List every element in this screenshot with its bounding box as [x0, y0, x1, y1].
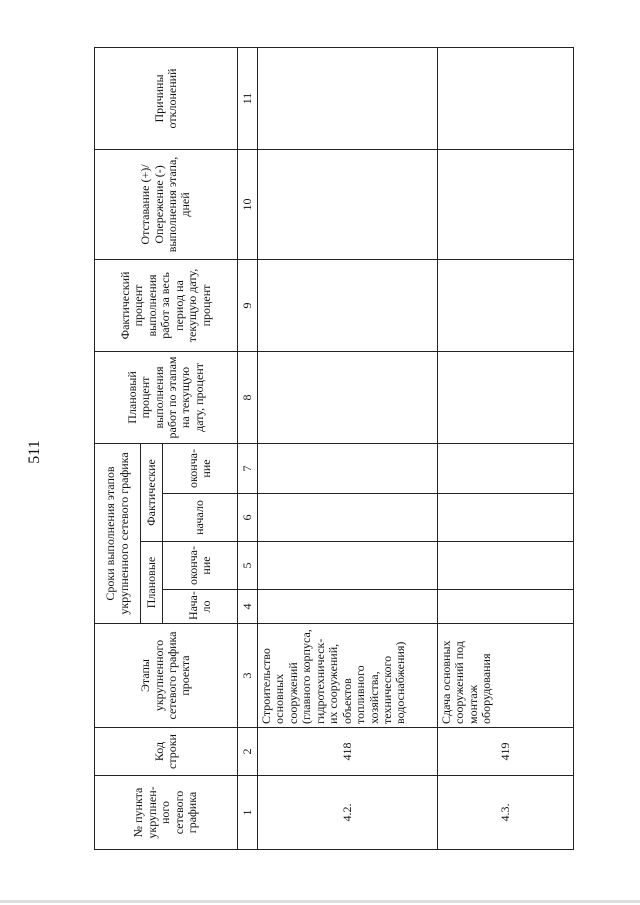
- header-planned-start: Нача-ло: [163, 590, 238, 624]
- row-code-cell: 419: [438, 728, 574, 776]
- item-number-cell: 4.2.: [258, 776, 438, 850]
- data-cell: [258, 494, 438, 542]
- table-row: [258, 47, 438, 849]
- header-planned-group: Плановые: [141, 542, 163, 624]
- header-stage: Этапы укрупненного сетевого графика проекта: [95, 624, 238, 728]
- data-cell: [258, 542, 438, 590]
- data-cell: [258, 47, 438, 149]
- column-number: 1: [238, 776, 258, 850]
- stage-cell: Сдача основных сооружений под монтаж оборудования: [438, 624, 574, 728]
- page-number: 511: [26, 440, 43, 464]
- column-number: 9: [238, 259, 258, 351]
- header-planned-percent: Плановый процент выполнения работ по этапам на текущую дату, процент: [95, 351, 238, 443]
- row-code-cell: 418: [258, 728, 438, 776]
- header-row-code: Код строки: [95, 728, 238, 776]
- column-number: 7: [238, 443, 258, 493]
- column-number: 5: [238, 542, 258, 590]
- column-number: 2: [238, 728, 258, 776]
- header-actual-group: Фактические: [141, 443, 163, 541]
- header-row-1: [95, 47, 141, 849]
- column-number: 6: [238, 494, 258, 542]
- data-cell: [438, 443, 574, 493]
- column-number: 4: [238, 590, 258, 624]
- data-cell: [258, 259, 438, 351]
- header-terms-group: Сроки выполнения этапов укрупненного сетевого графика: [95, 443, 141, 623]
- header-lag-lead: Отставание (+)/Опережение (-) выполнения этапа, дней: [95, 149, 238, 259]
- column-number: 8: [238, 351, 258, 443]
- header-planned-end: оконча-ние: [163, 542, 238, 590]
- header-item-number: № пункта укрупнен-ного сетевого графика: [95, 776, 238, 850]
- data-cell: [258, 351, 438, 443]
- header-actual-percent: Фактический процент выполнения работ за весь период на текущую дату, процент: [95, 259, 238, 351]
- data-cell: [438, 149, 574, 259]
- data-cell: [438, 47, 574, 149]
- header-deviation-reasons: Причины отклонений: [95, 47, 238, 149]
- column-number: 10: [238, 149, 258, 259]
- progress-table: [94, 47, 574, 850]
- stage-cell: Строительство основных сооружений (главного корпуса, гидротехническ-их сооружений, объектов топливного хозяйства, технического водоснабжения): [258, 624, 438, 728]
- data-cell: [438, 351, 574, 443]
- column-number: 3: [238, 624, 258, 728]
- data-cell: [258, 590, 438, 624]
- data-cell: [258, 149, 438, 259]
- column-number-row: [238, 47, 258, 849]
- data-cell: [438, 494, 574, 542]
- item-number-cell: 4.3.: [438, 776, 574, 850]
- column-number: 11: [238, 47, 258, 149]
- data-cell: [438, 259, 574, 351]
- rotated-table-container: [94, 48, 573, 850]
- data-cell: [258, 443, 438, 493]
- header-actual-end: оконча-ние: [163, 443, 238, 493]
- header-actual-start: начало: [163, 494, 238, 542]
- table-row: [438, 47, 574, 849]
- data-cell: [438, 542, 574, 590]
- scan-edge-line: [0, 900, 640, 903]
- data-cell: [438, 590, 574, 624]
